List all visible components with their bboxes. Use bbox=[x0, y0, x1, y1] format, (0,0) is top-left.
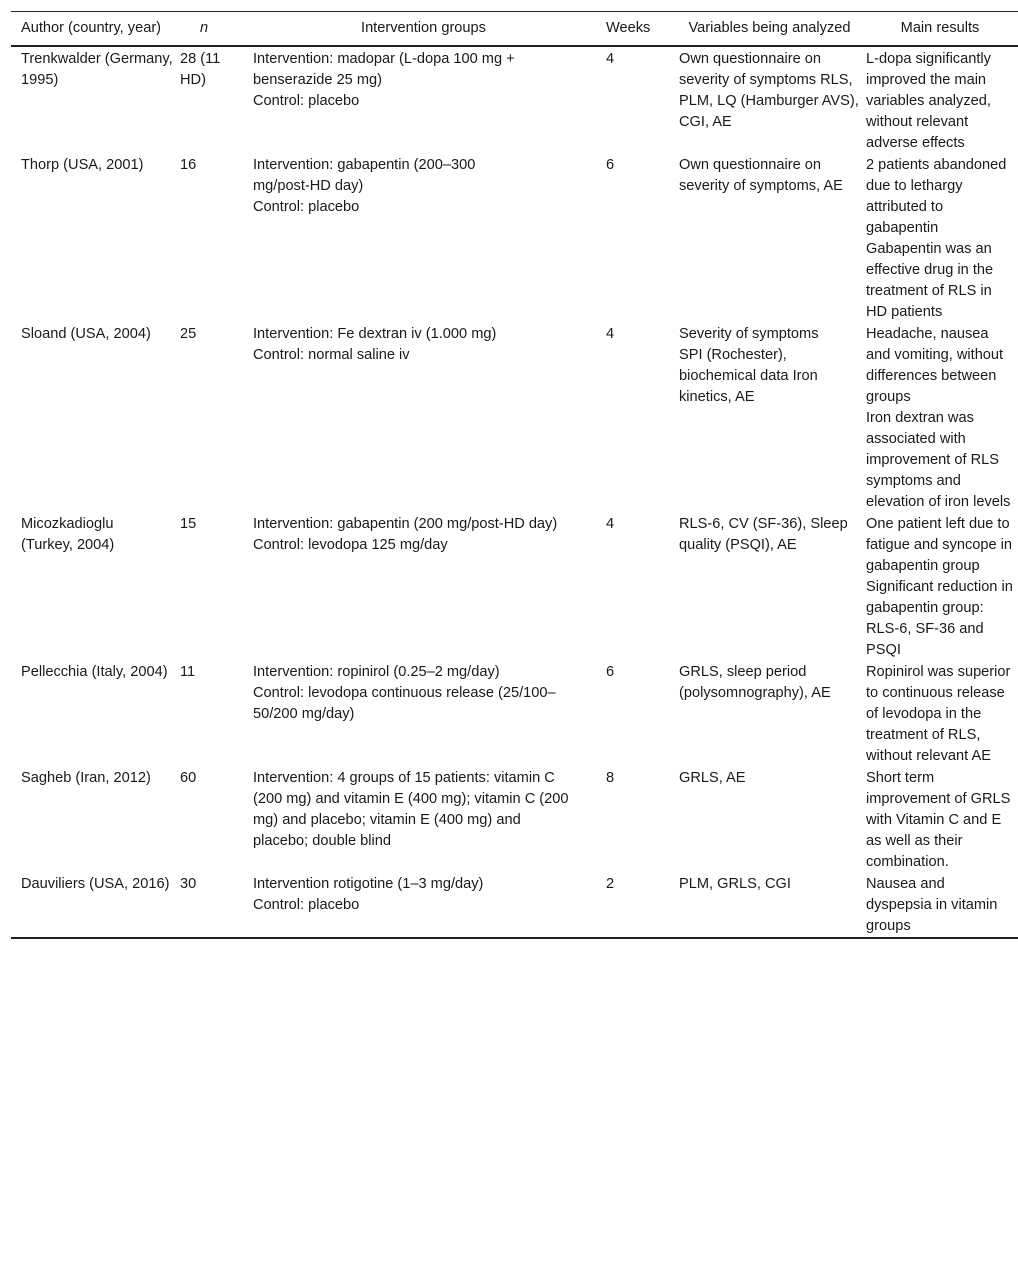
cell-variables: PLM, GRLS, CGI bbox=[679, 876, 791, 892]
cell-interventions bbox=[253, 46, 606, 154]
cell-interventions bbox=[253, 323, 606, 513]
table-row bbox=[11, 767, 1018, 873]
intervention-text: Intervention: Fe dextran iv (1.000 mg) bbox=[253, 326, 497, 342]
cell-interventions bbox=[253, 873, 606, 938]
table-row bbox=[11, 513, 1018, 661]
control-text: Control: normal saline iv bbox=[253, 347, 410, 363]
table-row bbox=[11, 873, 1018, 938]
cell-author: Pellecchia (Italy, 2004) bbox=[21, 664, 168, 680]
cell-weeks: 8 bbox=[606, 770, 615, 786]
header-interventions: Intervention groups bbox=[361, 20, 486, 36]
intervention-text: Intervention: ropinirol (0.25–2 mg/day) bbox=[253, 664, 500, 680]
cell-author: Sloand (USA, 2004) bbox=[21, 326, 151, 342]
control-text: Control: levodopa continuous release (25/100–50/200 mg/day) bbox=[253, 685, 556, 722]
control-text: Control: placebo bbox=[253, 897, 360, 913]
result-text-2: Gabapentin was an effective drug in the treatment of RLS in HD patients bbox=[866, 241, 994, 320]
cell-weeks: 6 bbox=[606, 664, 615, 680]
cell-n: 30 bbox=[180, 876, 197, 892]
cell-weeks: 4 bbox=[606, 326, 615, 342]
intervention-text: Intervention: gabapentin (200–300 mg/post-HD day) bbox=[253, 157, 476, 194]
cell-results: Short term improvement of GRLS with Vitamin C and E as well as their combination. bbox=[866, 770, 1011, 870]
intervention-text: Intervention: madopar (L-dopa 100 mg + benserazide 25 mg) bbox=[253, 51, 515, 88]
cell-variables: GRLS, AE bbox=[679, 770, 746, 786]
table-row bbox=[11, 661, 1018, 767]
cell-n: 28 (11 HD) bbox=[180, 51, 221, 88]
cell-variables: GRLS, sleep period (polysomnography), AE bbox=[679, 664, 831, 701]
cell-results bbox=[866, 323, 1018, 513]
cell-weeks: 4 bbox=[606, 51, 615, 67]
table-header bbox=[11, 12, 1018, 47]
cell-interventions bbox=[253, 513, 606, 661]
header-weeks: Weeks bbox=[606, 20, 651, 36]
table-row bbox=[11, 46, 1018, 154]
header-variables: Variables being analyzed bbox=[688, 20, 851, 36]
cell-n: 60 bbox=[180, 770, 197, 786]
result-text-2: Iron dextran was associated with improvement of RLS symptoms and elevation of iron levels bbox=[866, 410, 1011, 510]
cell-results bbox=[866, 154, 1018, 323]
cell-results bbox=[866, 513, 1018, 661]
result-text-2: Significant reduction in gabapentin group: RLS-6, SF-36 and PSQI bbox=[866, 579, 1013, 658]
intervention-text: Intervention: gabapentin (200 mg/post-HD day) bbox=[253, 516, 558, 532]
cell-interventions bbox=[253, 661, 606, 767]
cell-n: 11 bbox=[180, 664, 196, 680]
cell-n: 16 bbox=[180, 157, 197, 173]
cell-author: Trenkwalder (Germany, 1995) bbox=[21, 51, 173, 88]
cell-author: Micozkadioglu (Turkey, 2004) bbox=[21, 516, 115, 553]
cell-variables: Own questionnaire on severity of symptoms, AE bbox=[679, 157, 843, 194]
intervention-text: Intervention rotigotine (1–3 mg/day) bbox=[253, 876, 484, 892]
header-row bbox=[11, 12, 1018, 47]
result-text: 2 patients abandoned due to lethargy attributed to gabapentin bbox=[866, 157, 1007, 236]
cell-weeks: 6 bbox=[606, 157, 615, 173]
header-results: Main results bbox=[900, 20, 980, 36]
cell-results: L-dopa significantly improved the main variables analyzed, without relevant adverse effects bbox=[866, 51, 991, 151]
cell-n: 15 bbox=[180, 516, 197, 532]
result-text: One patient left due to fatigue and syncope in gabapentin group bbox=[866, 516, 1013, 574]
cell-interventions bbox=[253, 767, 606, 873]
intervention-text: Intervention: 4 groups of 15 patients: vitamin C (200 mg) and vitamin E (400 mg); vitamin C (200 mg) and placebo; vitamin E (400 mg) and placebo; double blind bbox=[253, 770, 569, 849]
study-table-container bbox=[11, 11, 1013, 939]
table-row bbox=[11, 323, 1018, 513]
studies-table bbox=[11, 11, 1018, 939]
control-text: Control: levodopa 125 mg/day bbox=[253, 537, 448, 553]
header-n: n bbox=[200, 20, 209, 36]
table-body bbox=[11, 46, 1018, 938]
result-text: Headache, nausea and vomiting, without differences between groups bbox=[866, 326, 1004, 405]
cell-author: Thorp (USA, 2001) bbox=[21, 157, 144, 173]
cell-variables: RLS-6, CV (SF-36), Sleep quality (PSQI), AE bbox=[679, 516, 848, 553]
table-row bbox=[11, 154, 1018, 323]
cell-weeks: 2 bbox=[606, 876, 615, 892]
cell-interventions bbox=[253, 154, 606, 323]
cell-results: Nausea and dyspepsia in vitamin groups bbox=[866, 876, 998, 934]
header-author: Author (country, year) bbox=[21, 20, 162, 36]
cell-variables: Own questionnaire on severity of symptoms RLS, PLM, LQ (Hamburger AVS), CGI, AE bbox=[679, 51, 859, 130]
cell-author: Dauviliers (USA, 2016) bbox=[21, 876, 170, 892]
control-text: Control: placebo bbox=[253, 93, 360, 109]
cell-variables: Severity of symptoms SPI (Rochester), biochemical data Iron kinetics, AE bbox=[679, 326, 819, 405]
control-text: Control: placebo bbox=[253, 199, 360, 215]
cell-results: Ropinirol was superior to continuous release of levodopa in the treatment of RLS, without relevant AE bbox=[866, 664, 1011, 764]
cell-weeks: 4 bbox=[606, 516, 615, 532]
cell-author: Sagheb (Iran, 2012) bbox=[21, 770, 151, 786]
cell-n: 25 bbox=[180, 326, 197, 342]
